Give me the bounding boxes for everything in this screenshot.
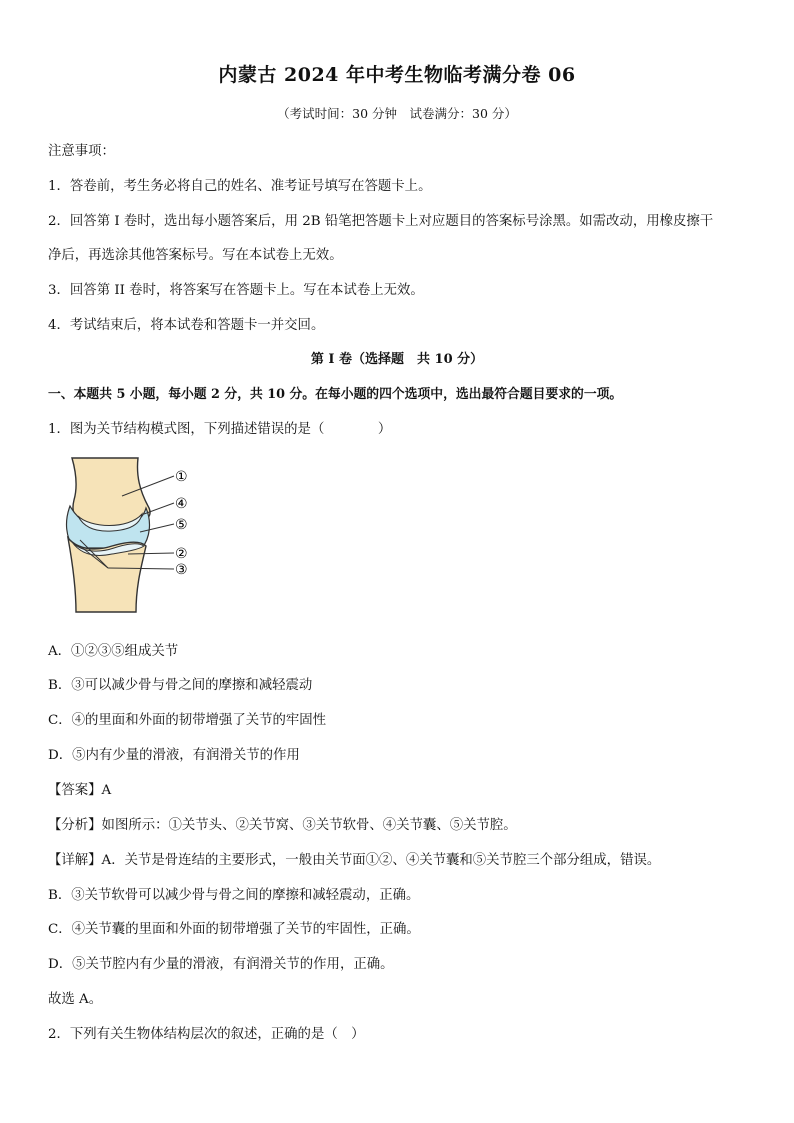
page-title: 内蒙古 2024 年中考生物临考满分卷 06 [218,64,576,86]
notice-item: 1．答卷前，考生务必将自己的姓名、准考证号填写在答题卡上。 [48,179,432,194]
notice-item: 净后，再选涂其他答案标号。写在本试卷上无效。 [48,248,343,263]
section-title: 第 I 卷（选择题 共 10 分） [310,352,484,367]
option-a: A．①②③⑤组成关节 [48,644,179,659]
detail-line: 【详解】A．关节是骨连结的主要形式，一般由关节面①②、④关节囊和⑤关节腔三个部分组成，错误。 [48,853,661,868]
question-2-stem: 2．下列有关生物体结构层次的叙述，正确的是（ ） [48,1027,365,1042]
question-1-stem: 1．图为关节结构模式图，下列描述错误的是（ ） [48,422,392,437]
option-c: C．④的里面和外面的韧带增强了关节的牢固性 [48,713,327,728]
notice-heading: 注意事项： [48,144,115,159]
joint-illustration [50,456,210,616]
option-b: B．③可以减少骨与骨之间的摩擦和减轻震动 [48,678,313,693]
figure-label: ① [175,469,188,485]
notice-item: 4．考试结束后，将本试卷和答题卡一并交回。 [48,318,325,333]
detail-line: B．③关节软骨可以减少骨与骨之间的摩擦和减轻震动，正确。 [48,888,420,903]
notice-item: 3．回答第 II 卷时，将答案写在答题卡上。写在本试卷上无效。 [48,283,424,298]
joint-diagram [50,456,210,616]
figure-label: ⑤ [175,517,188,533]
conclusion: 故选 A。 [48,992,103,1007]
answer: 【答案】A [48,783,112,798]
figure-label: ② [175,546,188,562]
analysis: 【分析】如图所示：①关节头、②关节窝、③关节软骨、④关节囊、⑤关节腔。 [48,818,517,833]
notice-item: 2．回答第 I 卷时，选出每小题答案后，用 2B 铅笔把答题卡上对应题目的答案标号涂黑。如需改动，用橡皮擦干 [48,214,714,229]
section-instruction: 一、本题共 5 小题，每小题 2 分，共 10 分。在每小题的四个选项中，选出最符合题目要求的一项。 [48,387,623,402]
detail-line: C．④关节囊的里面和外面的韧带增强了关节的牢固性，正确。 [48,922,420,937]
upper-bone [72,458,150,527]
exam-info: （考试时间：30 分钟 试卷满分：30 分） [277,106,517,121]
detail-line: D．⑤关节腔内有少量的滑液，有润滑关节的作用，正确。 [48,957,394,972]
option-d: D．⑤内有少量的滑液，有润滑关节的作用 [48,748,300,763]
figure-label: ④ [175,496,188,512]
figure-label: ③ [175,562,188,578]
